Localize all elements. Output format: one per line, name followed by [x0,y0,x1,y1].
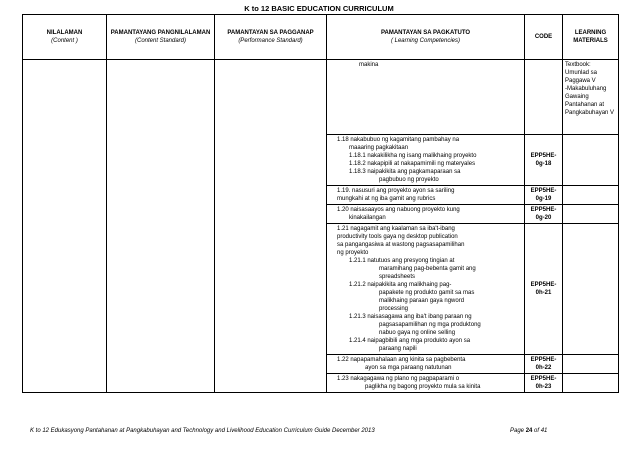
code-cell [525,355,563,374]
materials-line: Pantahanan at [565,102,605,108]
competency-line: sa pangangasiwa at wastong pagsasapamilihan [337,242,465,248]
competency-line: maaaring pagkakitaan [349,145,409,151]
page-label: Page [510,428,525,434]
competency-line: kinakailangan [349,215,386,221]
materials-cell [563,355,619,374]
materials-line: Textbook: [565,62,591,68]
header-nilalaman-label: NILALAMAN [46,30,83,36]
code-line: 0h-23 [535,384,552,390]
competency-cell [327,205,525,224]
header-pagkatuto-sub: ( Learning Competencies) [390,38,461,44]
competency-line: 1.18.1 nakakilikha ng isang malikhaing proyekto [349,153,477,159]
header-pangnilalaman [107,15,215,60]
competency-line: 1.23 nakagagawa ng plano ng pagpaparami o [337,376,460,382]
nilalaman-cell [23,60,107,393]
header-pagganap [215,15,327,60]
competency-line: malikhaing paraan gaya ngword [379,298,465,304]
code-line: EPP5HE- [530,282,557,288]
competency-line: pagbubuo ng proyekto [379,177,439,183]
header-nilalaman [23,15,107,60]
materials-line: -Makabuluhang [565,86,607,92]
competency-line: maramihang pag-bebenta gamit ang [379,266,476,272]
competency-line: pagsasapamilihan ng mga produktong [379,322,481,328]
competency-cell [327,135,525,186]
header-pagkatuto-label: PAMANTAYAN SA PAGKATUTO [380,30,471,36]
competency-line: makina [359,62,379,68]
competency-line: 1.20 naisasaayos ang nabuong proyekto kung [337,207,460,213]
competency-line: mungkahi at ng iba gamit ang rubrics [337,196,436,202]
competency-line: papakete ng produkto gamit sa mas [379,290,475,296]
competency-line: 1.21.1 natutuos ang presyong tingian at [349,258,455,264]
competency-line: 1.21 nagagamit ang kaalaman sa iba't-ibang [337,226,455,232]
code-cell [525,186,563,205]
code-line: EPP5HE- [530,153,557,159]
pagganap-cell [215,60,327,393]
materials-cell [563,224,619,355]
header-pagkatuto [327,15,525,60]
materials-cell [563,205,619,224]
competency-line: 1.22 napapamahalaan ang kinita sa pagbebenta [337,357,466,363]
materials-cell [563,374,619,393]
competency-line: 1.18.2 nakapipili at nakapamimili ng materyales [349,161,476,167]
materials-line: Pangkabuhayan V [565,110,615,116]
code-line: EPP5HE- [530,376,557,382]
materials-cell [563,186,619,205]
competency-line: 1.18 nakabubuo ng kagamitang pambahay na [337,137,460,143]
code-line: 0g-18 [535,161,552,167]
competency-line: 1.21.4 naipagbibili ang mga produkto ayon sa [349,338,471,344]
page-total: of 41 [534,428,548,434]
code-cell [525,205,563,224]
materials-line: Gawaing [565,94,589,100]
header-row [23,15,619,60]
code-line: 0g-19 [535,196,552,202]
header-nilalaman-sub: (Content ) [51,38,78,44]
competency-line: nabuo gaya ng online selling [379,330,456,336]
competency-line: 1.19. nasusuri ang proyekto ayon sa sariling [337,188,455,194]
code-cell [525,135,563,186]
header-pangnilalaman-sub: (Content Standard) [134,38,187,44]
competency-line: processing [379,306,409,312]
competency-line: 1.21.2 naipakikita ang malikhaing pag- [349,282,452,288]
competency-cell [327,355,525,374]
materials-line: Paggawa V [565,78,596,84]
code-line: EPP5HE- [530,357,557,363]
header-pagganap-sub: (Performance Standard) [238,38,303,44]
materials-cell [563,135,619,186]
page-current: 24 [525,428,533,434]
page-title: K to 12 BASIC EDUCATION CURRICULUM [244,4,394,13]
code-line: EPP5HE- [530,207,557,213]
header-pagganap-label: PAMANTAYAN SA PAGGANAP [227,30,314,36]
code-line: EPP5HE- [530,188,557,194]
table-row [23,60,619,135]
competency-line: productivity tools gaya ng desktop publication [337,234,458,240]
competency-line: paglikha ng bagong proyekto mula sa kinita [365,384,481,390]
materials-line: Umunlad sa [565,70,598,76]
competency-line: spreadsheets [379,274,416,280]
code-line: 0g-20 [535,215,552,221]
code-cell [525,60,563,135]
code-cell [525,374,563,393]
competency-cell [327,186,525,205]
header-materials: LEARNING MATERIALS [563,15,619,60]
competency-line: ng proyekto [337,250,369,256]
competency-cell [327,60,525,135]
code-line: 0h-21 [535,290,552,296]
competency-line: paraang napili [379,346,417,352]
competency-cell [327,374,525,393]
header-code: CODE [525,15,563,60]
curriculum-table [22,14,619,393]
pangnilalaman-cell [107,60,215,393]
competency-line: 1.21.3 naisasagawa ang iba't ibang paraan ng [349,314,472,320]
competency-line: ayon sa mga paraang natutunan [365,365,452,371]
competency-line: 1.18.3 naipakikita ang pagkamaparaan sa [349,169,461,175]
footer-text: K to 12 Edukasyong Pantahanan at Pangkabuhayan and Technology and Livelihood Education Curriculum Guide December 2013 [30,428,375,434]
competency-cell [327,224,525,355]
page-number [510,428,547,434]
code-line: 0h-22 [535,365,552,371]
materials-cell [563,60,619,135]
code-cell [525,224,563,355]
header-pangnilalaman-label: PAMANTAYANG PANGNILALAMAN [110,30,211,36]
